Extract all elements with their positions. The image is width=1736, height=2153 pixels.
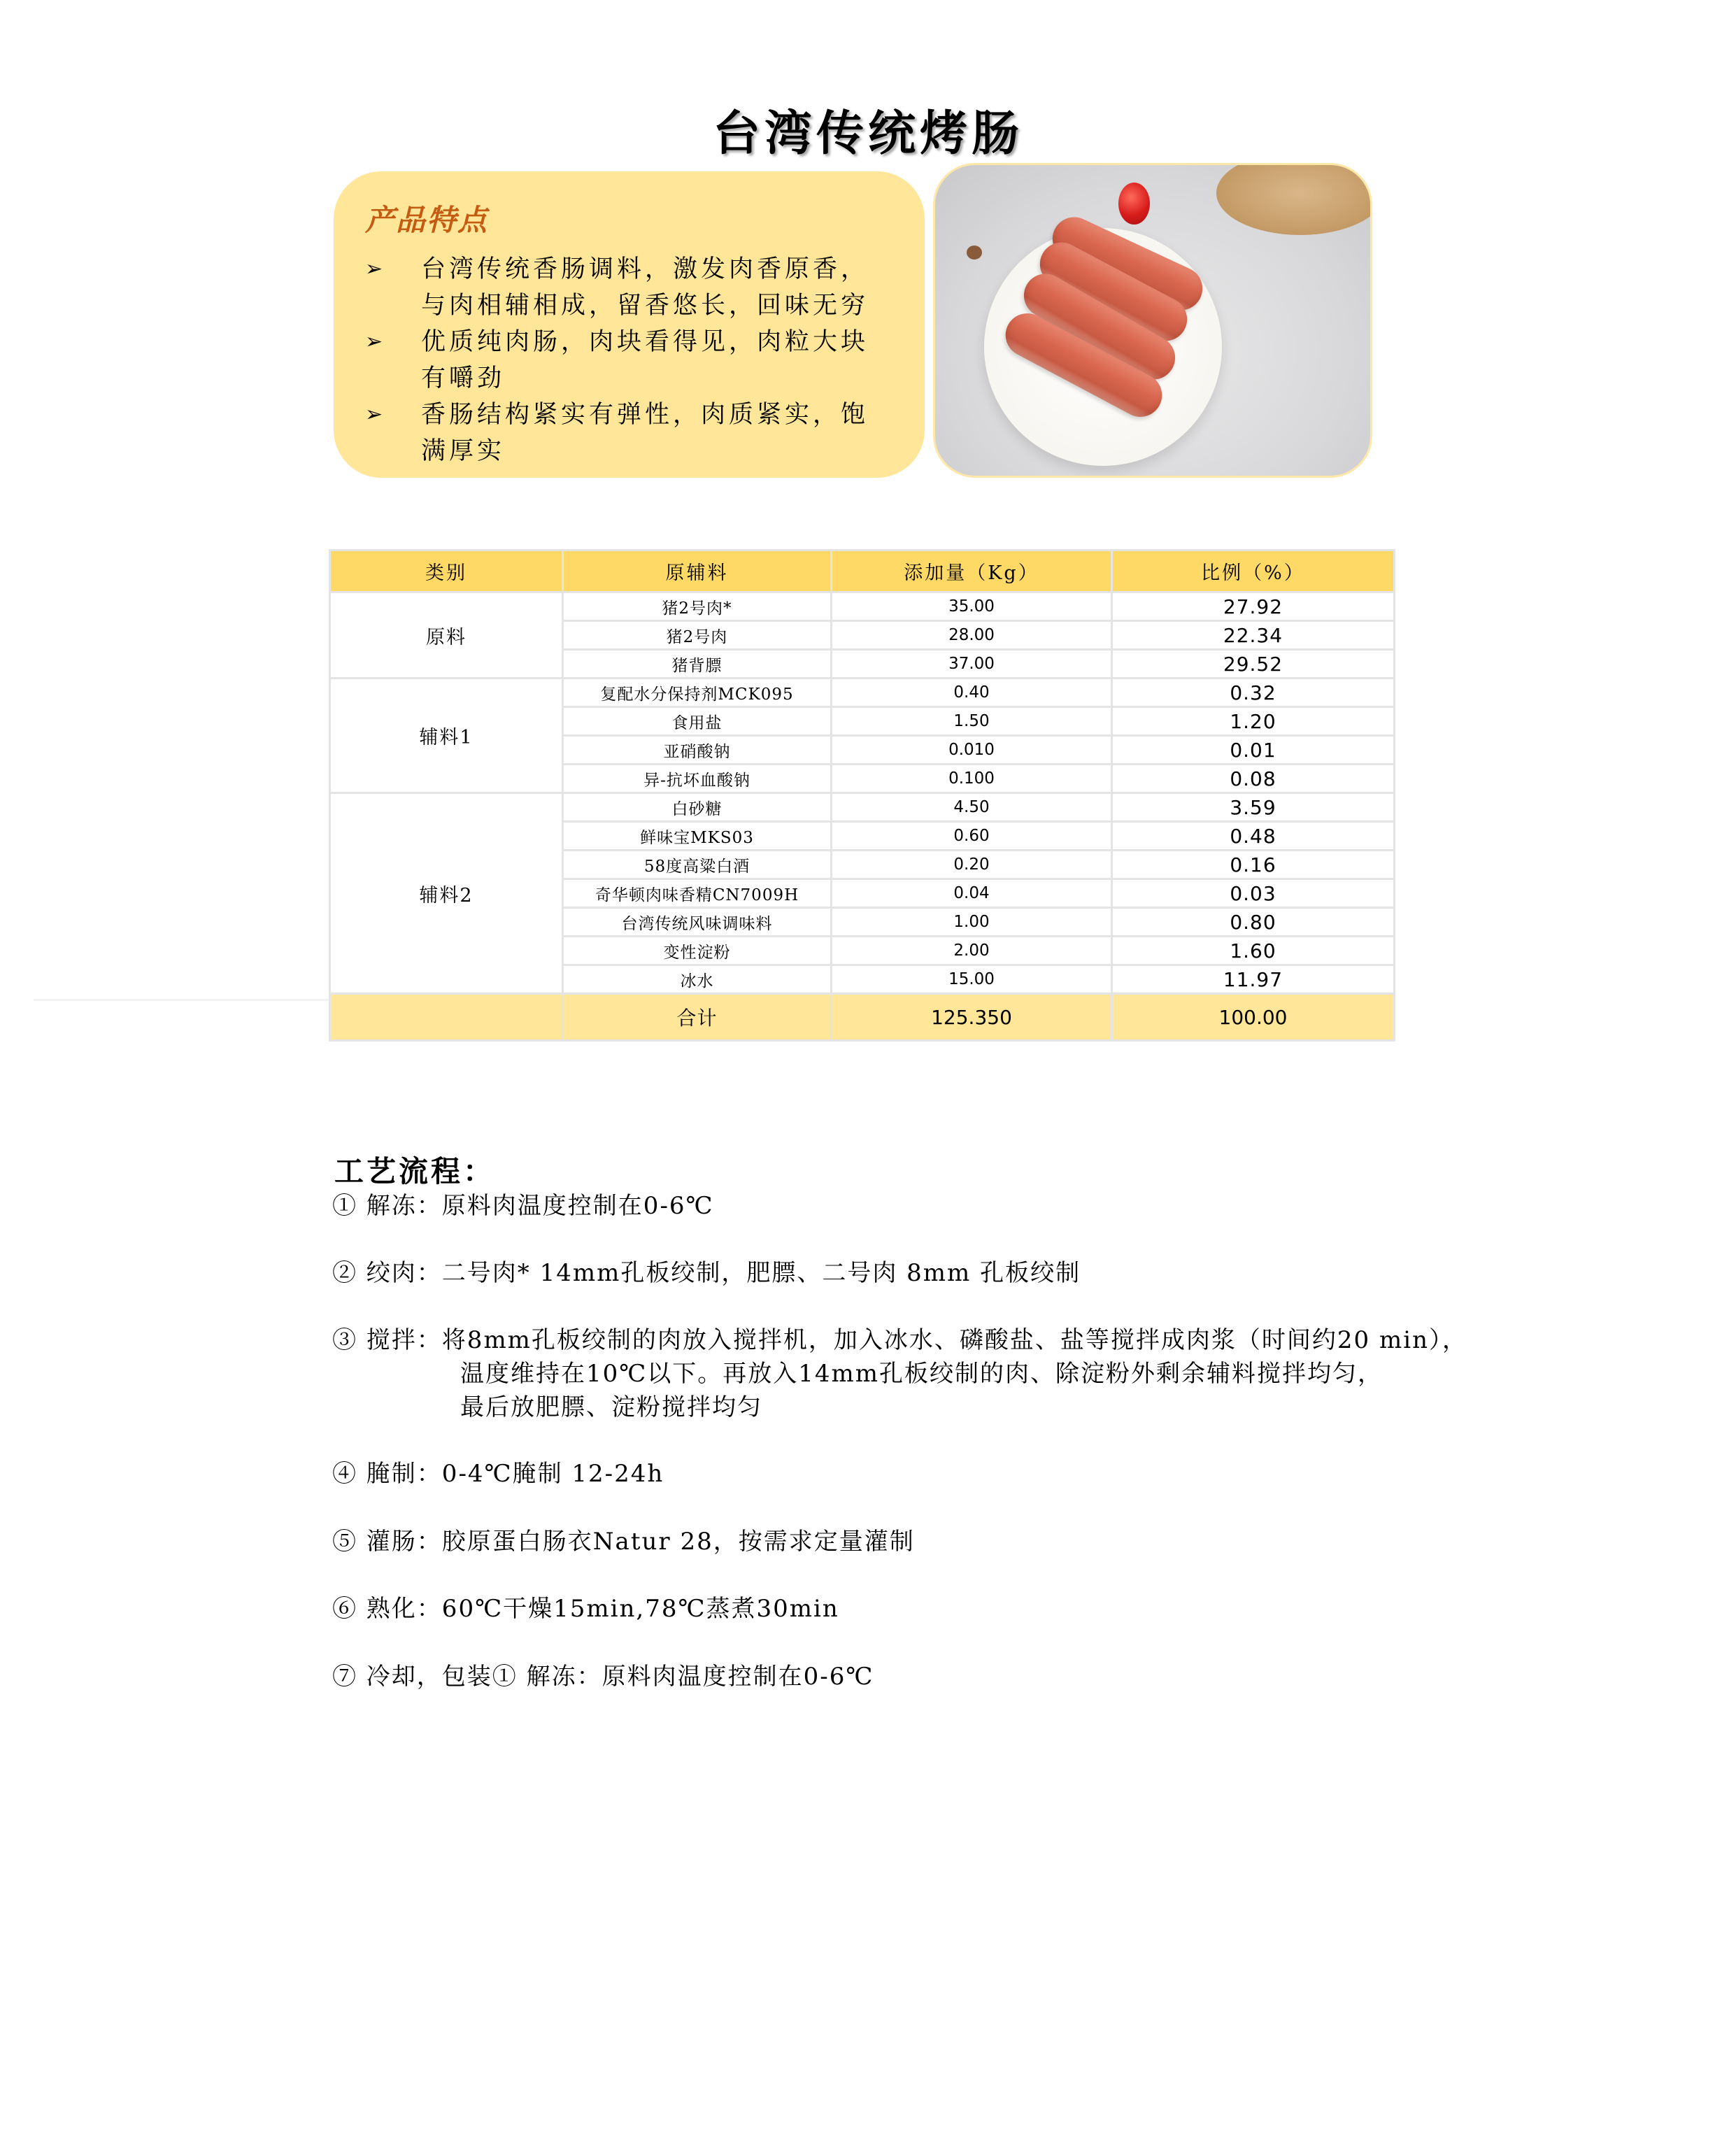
feature-item: [365, 397, 876, 469]
feature-text: 优质纯肉肠，肉块看得见，肉粒大块有嚼劲: [421, 328, 869, 392]
amount-cell: 2.00: [832, 937, 1112, 965]
page-title: 台湾传统烤肠: [712, 105, 1023, 162]
ingredient-cell: 台湾传统风味调味料: [563, 908, 832, 937]
ratio-cell: 0.01: [1112, 736, 1395, 765]
category-cell: 辅料2: [330, 793, 563, 994]
feature-text: 台湾传统香肠调料，激发肉香原香，与肉相辅相成，留香悠长，回味无穷: [421, 255, 869, 320]
arrow-bullet-icon: ➢: [365, 257, 387, 281]
ratio-cell: 0.03: [1112, 879, 1395, 908]
ratio-cell: 0.08: [1112, 765, 1395, 793]
ratio-cell: 0.48: [1112, 822, 1395, 851]
ratio-cell: 29.52: [1112, 650, 1395, 678]
total-category-cell: [330, 994, 563, 1041]
ratio-cell: 22.34: [1112, 621, 1395, 650]
process-step-3: [332, 1323, 1467, 1424]
table-total-row: [330, 994, 1395, 1041]
ratio-cell: 0.80: [1112, 908, 1395, 937]
tomato-shape: [1118, 183, 1150, 225]
ingredient-cell: 复配水分保持剂MCK095: [563, 678, 832, 707]
ingredient-cell: 猪背膘: [563, 650, 832, 678]
col-header-category: 类别: [330, 550, 563, 592]
step-text: ③ 搅拌：将8mm孔板绞制的肉放入搅拌机，加入冰水、磷酸盐、盐等搅拌成肉浆（时间约20 min），: [332, 1326, 1467, 1354]
step-text: ⑦ 冷却，包装① 解冻：原料肉温度控制在0-6℃: [332, 1663, 874, 1691]
process-step-6: [332, 1592, 839, 1626]
process-heading: 工艺流程：: [334, 1153, 496, 1188]
category-cell: 辅料1: [330, 678, 563, 793]
ratio-cell: 0.32: [1112, 678, 1395, 707]
step-text: ④ 腌制：0-4℃腌制 12-24h: [332, 1460, 664, 1488]
amount-cell: 37.00: [832, 650, 1112, 678]
process-step-4: [332, 1457, 664, 1491]
category-cell: 原料: [330, 592, 563, 678]
feature-item: [365, 251, 876, 324]
step-text-continued: 温度维持在10℃以下。再放入14mm孔板绞制的肉、除淀粉外剩余辅料搅拌均匀，: [460, 1360, 1383, 1388]
step-text-continued: 最后放肥膘、淀粉搅拌均匀: [460, 1393, 762, 1421]
product-photo: [933, 163, 1372, 478]
amount-cell: 35.00: [832, 592, 1112, 621]
process-step-1: [332, 1189, 714, 1223]
ratio-cell: 1.60: [1112, 937, 1395, 965]
ingredient-cell: 食用盐: [563, 707, 832, 736]
table-row: [330, 793, 1395, 822]
ingredient-cell: 变性淀粉: [563, 937, 832, 965]
ingredient-cell: 奇华顿肉味香精CN7009H: [563, 879, 832, 908]
amount-cell: 28.00: [832, 621, 1112, 650]
ratio-cell: 3.59: [1112, 793, 1395, 822]
ingredient-cell: 鲜味宝MKS03: [563, 822, 832, 851]
amount-cell: 1.50: [832, 707, 1112, 736]
arrow-bullet-icon: ➢: [365, 329, 387, 354]
features-list: [365, 251, 925, 469]
amount-cell: 0.010: [832, 736, 1112, 765]
amount-cell: 1.00: [832, 908, 1112, 937]
process-step-2: [332, 1256, 1081, 1290]
step-text: ⑥ 熟化：60℃干燥15min,78℃蒸煮30min: [332, 1595, 839, 1623]
amount-cell: 0.20: [832, 851, 1112, 879]
process-step-7: [332, 1660, 874, 1693]
amount-cell: 0.40: [832, 678, 1112, 707]
ingredient-cell: 白砂糖: [563, 793, 832, 822]
divider-line: [34, 999, 329, 1001]
feature-text: 香肠结构紧实有弹性，肉质紧实，饱满厚实: [421, 401, 869, 465]
table-row: [330, 678, 1395, 707]
col-header-ratio: 比例（%）: [1112, 550, 1395, 592]
arrow-bullet-icon: ➢: [365, 402, 387, 427]
amount-cell: 4.50: [832, 793, 1112, 822]
amount-cell: 0.60: [832, 822, 1112, 851]
table-header-row: [330, 550, 1395, 592]
step-text: ② 绞肉：二号肉* 14mm孔板绞制，肥膘、二号肉 8mm 孔板绞制: [332, 1259, 1081, 1287]
amount-cell: 0.100: [832, 765, 1112, 793]
ratio-cell: 27.92: [1112, 592, 1395, 621]
features-heading: 产品特点: [365, 203, 489, 237]
amount-cell: 0.04: [832, 879, 1112, 908]
ratio-cell: 0.16: [1112, 851, 1395, 879]
total-label-cell: 合计: [563, 994, 832, 1041]
ingredient-cell: 猪2号肉: [563, 621, 832, 650]
ingredient-cell: 冰水: [563, 965, 832, 994]
ingredient-cell: 亚硝酸钠: [563, 736, 832, 765]
recipe-table: [329, 549, 1395, 1042]
step-text: ① 解冻：原料肉温度控制在0-6℃: [332, 1192, 714, 1220]
amount-cell: 15.00: [832, 965, 1112, 994]
wooden-board-shape: [1216, 163, 1372, 235]
ratio-cell: 1.20: [1112, 707, 1395, 736]
col-header-amount: 添加量（Kg）: [832, 550, 1112, 592]
nut-shape: [967, 246, 982, 260]
process-step-5: [332, 1525, 915, 1558]
ingredient-cell: 异-抗坏血酸钠: [563, 765, 832, 793]
ingredient-cell: 58度高粱白酒: [563, 851, 832, 879]
total-ratio-cell: 100.00: [1112, 994, 1395, 1041]
total-amount-cell: 125.350: [832, 994, 1112, 1041]
feature-item: [365, 324, 876, 397]
table-row: [330, 592, 1395, 621]
col-header-ingredient: 原辅料: [563, 550, 832, 592]
ingredient-cell: 猪2号肉*: [563, 592, 832, 621]
ratio-cell: 11.97: [1112, 965, 1395, 994]
product-features-panel: [334, 171, 925, 478]
step-text: ⑤ 灌肠：胶原蛋白肠衣Natur 28，按需求定量灌制: [332, 1528, 915, 1556]
